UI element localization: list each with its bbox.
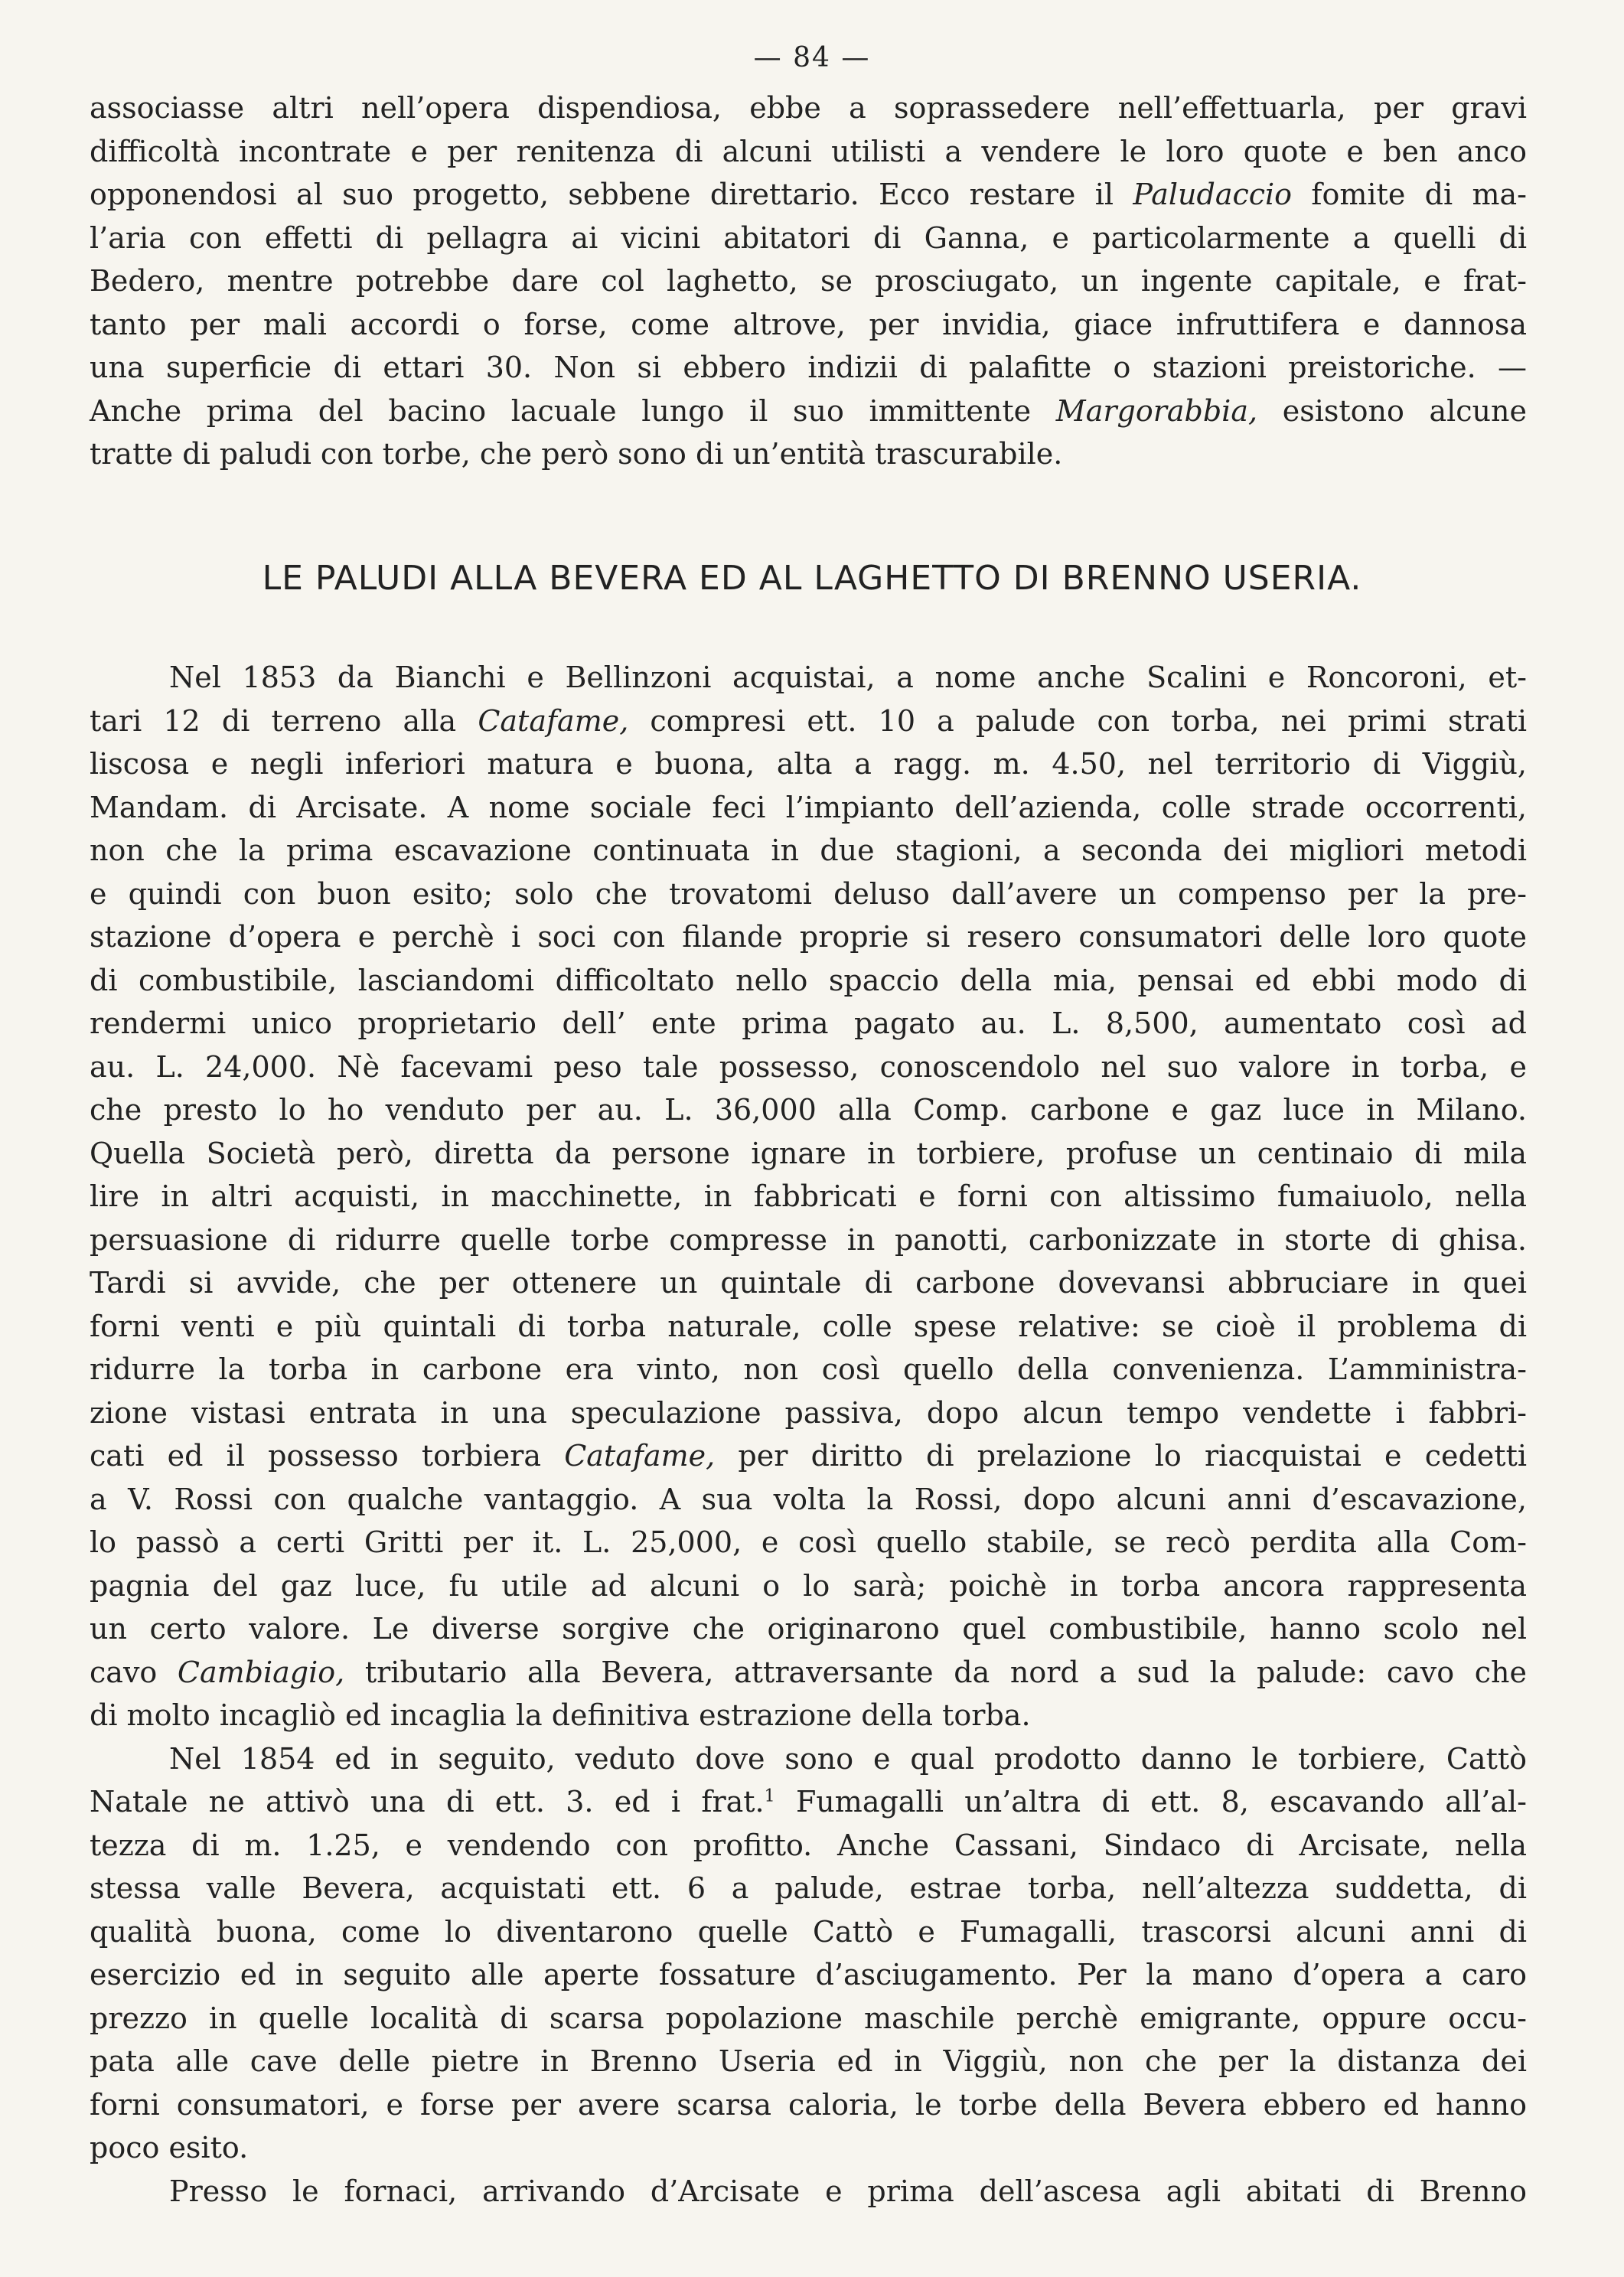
text-line: Anche prima del bacino lacuale lungo il suo immittente Margorabbia, esistono alcune	[90, 393, 1527, 428]
text-line: pata alle cave delle pietre in Brenno Useria ed in Viggiù, non che per la distanza dei	[90, 2044, 1527, 2078]
section-body	[90, 656, 1527, 2213]
text-line: Presso le fornaci, arrivando d’Arcisate e prima dell’ascesa agli abitati di Brenno	[169, 2174, 1527, 2208]
text-line: a V. Rossi con qualche vantaggio. A sua volta la Rossi, dopo alcuni anni d’escavazione,	[90, 1482, 1527, 1516]
italic-term: Margorabbia,	[1055, 393, 1258, 428]
text-line: au. L. 24,000. Nè facevami peso tale possesso, conoscendolo nel suo valore in torba, e	[90, 1049, 1527, 1084]
text-line: esercizio ed in seguito alle aperte fossature d’asciugamento. Per la mano d’opera a caro	[90, 1958, 1527, 1992]
paragraph-continued	[90, 86, 1527, 476]
text-line: Mandam. di Arcisate. A nome sociale feci l’impianto dell’azienda, colle strade occorrenti,	[90, 790, 1527, 824]
text-line: che presto lo ho venduto per au. L. 36,000 alla Comp. carbone e gaz luce in Milano.	[90, 1093, 1527, 1127]
text-line: cavo Cambiagio, tributario alla Bevera, attraversante da nord a sud la palude: cavo che	[90, 1655, 1527, 1689]
text-line: persuasione di ridurre quelle torbe compresse in panotti, carbonizzate in storte di ghisa.	[90, 1222, 1527, 1257]
text-line: Bedero, mentre potrebbe dare col laghetto, se prosciugato, un ingente capitale, e frat-	[90, 264, 1527, 298]
text-line: qualità buona, come lo diventarono quelle Cattò e Fumagalli, trascorsi alcuni anni di	[90, 1914, 1527, 1949]
text-line: forni consumatori, e forse per avere scarsa caloria, le torbe della Bevera ebbero ed hanno	[90, 2087, 1527, 2122]
text-line: liscosa e negli inferiori matura e buona, alta a ragg. m. 4.50, nel territorio di Viggiù,	[90, 747, 1527, 781]
text-line: forni venti e più quintali di torba naturale, colle spese relative: se cioè il problema di	[90, 1309, 1527, 1343]
text-line: tanto per mali accordi o forse, come altrove, per invidia, giace infruttifera e dannosa	[90, 307, 1527, 341]
text-line: Natale ne attivò una di ett. 3. ed i frat.$^1$ Fumagalli un’altra di ett. 8, escavando all’al-	[90, 1785, 1527, 1819]
text-line: ridurre la torba in carbone era vinto, non così quello della convenienza. L’amministra-	[90, 1352, 1527, 1386]
italic-term: Catafame,	[564, 1439, 716, 1473]
text-line: cati ed il possesso torbiera Catafame, per diritto di prelazione lo riacquistai e cedetti	[90, 1439, 1527, 1473]
text-line: tezza di m. 1.25, e vendendo con profitto. Anche Cassani, Sindaco di Arcisate, nella	[90, 1828, 1527, 1862]
text-line: l’aria con effetti di pellagra ai vicini abitatori di Ganna, e particolarmente a quelli di	[90, 220, 1527, 255]
text-line: una superficie di ettari 30. Non si ebbero indizii di palafitte o stazioni preistoriche. —	[90, 351, 1527, 384]
italic-term: Paludaccio	[1133, 178, 1293, 211]
text-line: Quella Società però, diretta da persone ignare in torbiere, profuse un centinaio di mila	[90, 1136, 1527, 1170]
text-line: tratte di paludi con torbe, che però sono di un’entità trascurabile.	[90, 437, 1063, 471]
text-line: zione vistasi entrata in una speculazione passiva, dopo alcun tempo vendette i fabbri-	[90, 1395, 1527, 1430]
footnote-marker: 1	[764, 1786, 775, 1806]
text-line: non che la prima escavazione continuata in due stagioni, a seconda dei migliori metodi	[90, 833, 1527, 867]
text-line: tari 12 di terreno alla Catafame, compresi ett. 10 a palude con torba, nei primi strati	[90, 703, 1527, 738]
text-line: poco esito.	[90, 2131, 249, 2164]
text-line: Nel 1854 ed in seguito, veduto dove sono e qual prodotto danno le torbiere, Cattò	[169, 1741, 1527, 1776]
text-line: Tardi si avvide, che per ottenere un quintale di carbone dovevansi abbruciare in quei	[90, 1266, 1527, 1300]
italic-term: Catafame,	[478, 703, 629, 738]
italic-term: Cambiagio,	[177, 1655, 345, 1689]
text-line: Nel 1853 da Bianchi e Bellinzoni acquistai, a nome anche Scalini e Roncoroni, et-	[169, 661, 1527, 694]
text-line: e quindi con buon esito; solo che trovatomi deluso dall’avere un compenso per la pre-	[90, 876, 1527, 911]
text-line: stessa valle Bevera, acquistati ett. 6 a palude, estrae torba, nell’altezza suddetta, di	[90, 1871, 1527, 1905]
text-line: rendermi unico proprietario dell’ ente prima pagato au. L. 8,500, aumentato così ad	[90, 1006, 1527, 1040]
text-line: difficoltà incontrate e per renitenza di alcuni utilisti a vendere le loro quote e ben anco	[90, 134, 1527, 168]
text-line: prezzo in quelle località di scarsa popolazione maschile perchè emigrante, oppure occu-	[90, 2001, 1527, 2035]
text-line: lire in altri acquisti, in macchinette, in fabbricati e forni con altissimo fumaiuolo, nella	[90, 1179, 1527, 1213]
text-line: lo passò a certi Gritti per it. L. 25,000, e così quello stabile, se recò perdita alla Com-	[90, 1525, 1527, 1559]
text-line: di molto incagliò ed incaglia la definitiva estrazione della torba.	[90, 1698, 1031, 1732]
text-line: un certo valore. Le diverse sorgive che originarono quel combustibile, hanno scolo nel	[90, 1612, 1527, 1646]
section-heading: LE PALUDI ALLA BEVERA ED AL LAGHETTO DI BRENNO USERIA.	[262, 559, 1362, 598]
text-line: opponendosi al suo progetto, sebbene direttario. Ecco restare il Paludaccio fomite di ma-	[90, 178, 1527, 211]
text-line: associasse altri nell’opera dispendiosa, ebbe a soprassedere nell’effettuarla, per gravi	[90, 91, 1527, 125]
page-number: — 84 —	[753, 42, 871, 73]
text-line: pagnia del gaz luce, fu utile ad alcuni o lo sarà; poichè in torba ancora rappresenta	[90, 1568, 1527, 1603]
text-line: stazione d’opera e perchè i soci con filande proprie si resero consumatori delle loro quote	[90, 920, 1527, 954]
text-line: di combustibile, lasciandomi difficoltato nello spaccio della mia, pensai ed ebbi modo di	[90, 963, 1527, 997]
